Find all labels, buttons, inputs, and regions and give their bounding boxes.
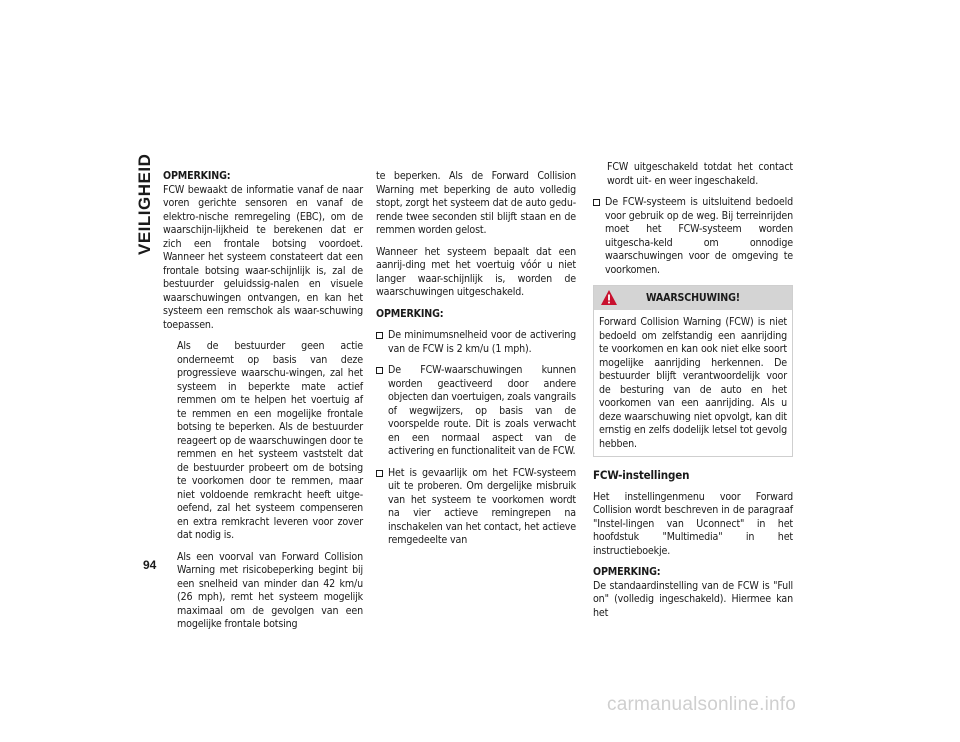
note-label: OPMERKING: bbox=[163, 170, 231, 182]
checkbox-bullet-icon bbox=[376, 332, 383, 339]
paragraph: Als een voorval van Forward Collision Warning met risicobeperking begint bij een snelheid van minder dan 42 km/u (26 mph), remt het systeem mogelijk maximaal om de gevolgen van een mogelijke frontale botsing bbox=[177, 550, 363, 630]
note-list bbox=[376, 329, 576, 548]
paragraph: Het instellingenmenu voor Forward Collision wordt beschreven in de paragraaf "Instel-lingen van Uconnect" in het hoofdstuk "Multimedia" in het instructieboekje. bbox=[593, 490, 793, 557]
continued-text: FCW uitgeschakeld totdat het contact wordt uit- en weer ingeschakeld. bbox=[607, 161, 793, 187]
paragraph: Als de bestuurder geen actie onderneemt op basis van deze progressieve waarschu-wingen, zal het systeem in beperkte mate actief remmen om te helpen het voertuig af te remmen en een mogelijke frontale botsing te beperken. Als de bestuurder reageert op de waarschuwingen door te remmen en het systeem vaststelt dat de bestuurder probeert om de botsing te voorkomen door te remmen, maar niet voldoende remkracht heeft uitge-oefend, zal het systeem compenseren en extra remkracht leveren voor zover dat nodig is. bbox=[177, 340, 363, 541]
paragraph: te beperken. Als de Forward Collision Warning met beperking de auto volledig stopt, zorgt het systeem dat de auto gedu-rende twee seconden stil blijft staan en de remmen worden gelost. bbox=[376, 170, 576, 236]
note-label: OPMERKING: bbox=[376, 307, 444, 320]
checkbox-bullet-icon bbox=[376, 367, 383, 374]
warning-box bbox=[593, 285, 793, 457]
column-1 bbox=[163, 170, 363, 640]
section-side-title bbox=[135, 153, 165, 255]
list-item: De FCW-systeem is uitsluitend bedoeld voor gebruik op de weg. Bij terreinrijden moet het FCW-systeem worden uitgescha-keld om onnodige waarschuwingen voor de omgeving te voorkomen. bbox=[593, 196, 793, 277]
page-number: 94 bbox=[143, 558, 157, 572]
note-text: FCW bewaakt de informatie vanaf de naar voren gerichte sensoren en vanaf de elektro-nische remregeling (EBC), om de waarschijn-lijkheid te berekenen dat er zich een frontale botsing voordoet. Wanneer het systeem constateert dat een frontale botsing waar-schijnlijk is, zal de bestuurder geluidssig-nalen en visuele waarschuwingen ontvangen, en kan het systeem een remschok als waar-schuwing toepassen. bbox=[163, 183, 363, 331]
list-item: De minimumsnelheid voor de activering van de FCW is 2 km/u (1 mph). bbox=[376, 329, 576, 356]
list-item: De FCW-waarschuwingen kunnen worden geactiveerd door andere objecten dan voertuigen, zoals vangrails of wegwijzers, op basis van de voorspelde route. Dit is zoals verwacht en een normaal aspect van de activering en functionaliteit van de FCW. bbox=[376, 364, 576, 459]
warning-triangle-icon bbox=[600, 289, 618, 306]
warning-text: Forward Collision Warning (FCW) is niet bedoeld om zelfstandig een aanrijding te voorkomen en kan ook niet elke soort mogelijke aanrijding herkennen. De bestuurder blijft verantwoordelijk voor de besturing van de auto en het voorkomen van een aanrijding. Als u deze waarschuwing niet opvolgt, kan dit ernstig en zelfs dodelijk letsel tot gevolg hebben. bbox=[599, 316, 787, 450]
side-title-text: VEILIGHEID bbox=[135, 153, 154, 255]
watermark-logo: carmanualsonline.info bbox=[607, 694, 797, 715]
section-heading: FCW-instellingen bbox=[593, 468, 690, 482]
checkbox-bullet-icon bbox=[376, 470, 383, 477]
paragraph: Wanneer het systeem bepaalt dat een aanrij-ding met het voertuig vóór u niet langer waar-schijnlijk is, worden de waarschuwingen uitgeschakeld. bbox=[376, 245, 576, 298]
warning-header bbox=[594, 286, 792, 310]
checkbox-bullet-icon bbox=[593, 199, 600, 206]
note-text: De standaardinstelling van de FCW is "Full on" (volledig ingeschakeld). Hiermee kan het bbox=[593, 579, 793, 619]
note-label: OPMERKING: bbox=[593, 566, 661, 578]
warning-title: WAARSCHUWING! bbox=[646, 292, 740, 304]
column-3 bbox=[593, 161, 793, 628]
note-list bbox=[593, 196, 793, 277]
column-2 bbox=[376, 170, 576, 556]
list-item: Het is gevaarlijk om het FCW-systeem uit te proberen. Om dergelijke misbruik van het systeem te voorkomen wordt na vier actieve remingrepen na inschakelen van het contact, het actieve remgedeelte van bbox=[376, 467, 576, 548]
